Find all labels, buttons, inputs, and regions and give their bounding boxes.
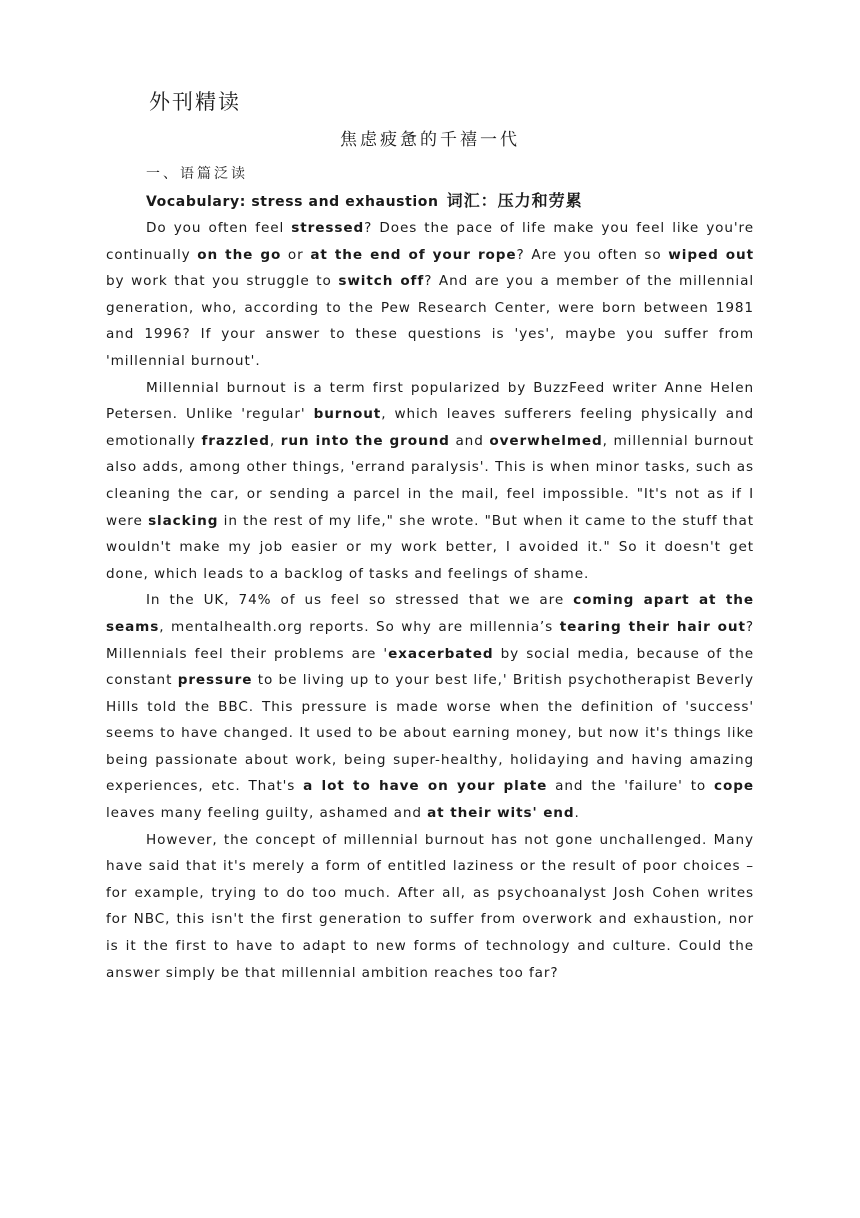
vocabulary-term: at their wits' end — [427, 805, 575, 822]
paragraph-text: Do you often feel — [146, 220, 292, 236]
vocabulary-term: burnout — [313, 406, 382, 423]
paragraph-text: However, the concept of millennial burnout has not gone unchallenged. Many have said that it's merely a form of entitled laziness or the result of poor choices – for example, trying to do too much. After all, as psychoanalyst Josh Cohen writes for NBC, this isn't the first generation to suffer from overwork and exhaustion, nor is it the first to have to adapt to new forms of technology and culture. Could the answer simply be that millennial ambition reaches too far? — [106, 831, 754, 981]
article-body — [106, 215, 754, 986]
column-header: 外刊精读 — [149, 90, 241, 114]
paragraph-text: , millennial burnout also adds, among other things, 'errand paralysis'. This is when minor tasks, such as cleaning the car, or sending a parcel in the mail, feel impossible. "It's not as if I were — [106, 432, 754, 529]
vocabulary-term: wiped out — [668, 246, 755, 263]
article-paragraph — [106, 375, 754, 588]
vocabulary-heading-zh: 词汇：压力和劳累 — [446, 191, 583, 210]
paragraph-text: and — [449, 432, 490, 449]
paragraph-text: by work that you struggle to — [106, 273, 339, 290]
vocabulary-term: frazzled — [201, 432, 270, 449]
vocabulary-term: pressure — [177, 672, 253, 689]
article-title: 焦虑疲惫的千禧一代 — [340, 130, 520, 150]
paragraph-text: , mentalhealth.org reports. So why are millennia’s — [159, 618, 560, 635]
vocabulary-term: a lot to have on your plate — [303, 778, 548, 795]
paragraph-text: ? Does the pace of life make you feel like you're continually — [106, 220, 754, 263]
paragraph-text: to be living up to your best life,' British psychotherapist Beverly Hills told the BBC. This pressure is made worse when the definition of 'success' seems to have changed. It used to be about earning money, but now it's things like being passionate about work, being super-healthy, holidaying and having amazing experiences, etc. That's — [106, 672, 754, 795]
article-paragraph — [106, 827, 754, 987]
section-heading: 一、语篇泛读 — [146, 166, 248, 182]
vocabulary-term: at the end of your rope — [310, 246, 517, 263]
vocabulary-term: exacerbated — [388, 645, 494, 662]
vocabulary-term: tearing their hair out — [559, 618, 746, 635]
paragraph-text: leaves many feeling guilty, ashamed and — [106, 805, 428, 822]
vocabulary-term: slacking — [148, 512, 219, 529]
article-paragraph — [106, 215, 754, 375]
vocabulary-term: coming apart at the seams — [106, 592, 754, 635]
paragraph-text: , which leaves sufferers feeling physically and emotionally — [106, 406, 754, 449]
paragraph-text: ? Millennials feel their problems are ' — [106, 618, 754, 662]
vocabulary-term: overwhelmed — [489, 432, 603, 449]
paragraph-text: . — [574, 805, 580, 822]
vocabulary-term: on the go — [197, 246, 282, 263]
vocabulary-heading-en: Vocabulary: stress and exhaustion — [146, 194, 439, 210]
article-paragraph — [106, 587, 754, 826]
paragraph-text: ? And are you a member of the millennial generation, who, according to the Pew Research Center, were born between 1981 and 1996? If your answer to these questions is 'yes', maybe you suffer from 'millennial burnout'. — [106, 273, 754, 369]
paragraph-text: by social media, because of the constant — [106, 645, 754, 689]
vocabulary-term: switch off — [338, 273, 425, 290]
vocabulary-term: cope — [714, 778, 754, 795]
paragraph-text: or — [281, 246, 311, 263]
paragraph-text: and the 'failure' to — [547, 778, 715, 795]
paragraph-text: in the rest of my life," she wrote. "But when it came to the stuff that wouldn't make my job easier or my work better, I avoided it." So it doesn't get done, which leads to a backlog of tasks and feelings of shame. — [106, 512, 754, 582]
paragraph-text: In the UK, 74% of us feel so stressed that we are — [146, 592, 574, 609]
vocabulary-heading — [146, 188, 583, 211]
paragraph-text: ? Are you often so — [516, 246, 669, 263]
vocabulary-term: stressed — [291, 220, 365, 236]
paragraph-text: Millennial burnout is a term first popularized by BuzzFeed writer Anne Helen Petersen. Unlike 'regular' — [106, 379, 754, 423]
vocabulary-term: run into the ground — [280, 432, 450, 449]
paragraph-text: , — [269, 432, 281, 449]
